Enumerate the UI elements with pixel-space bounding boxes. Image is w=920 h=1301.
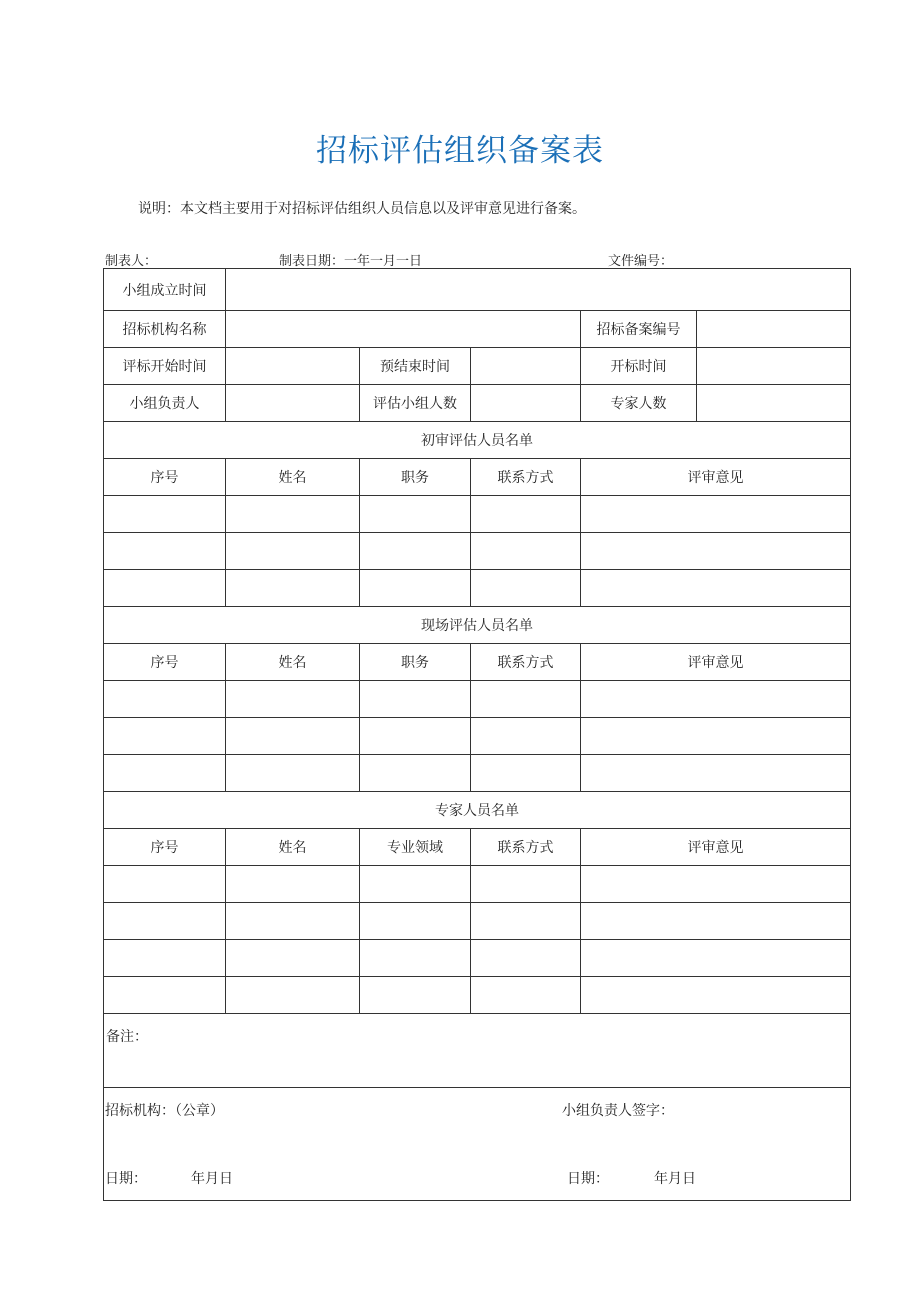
header-contact: 联系方式 (471, 644, 581, 681)
serial-cell[interactable] (104, 570, 226, 607)
serial-cell[interactable] (104, 903, 226, 940)
section-title-row (104, 607, 851, 644)
contact-cell[interactable] (471, 533, 581, 570)
group-size-label: 评估小组人数 (360, 385, 471, 422)
header-name: 姓名 (226, 829, 360, 866)
initial-review-section-title: 初审评估人员名单 (104, 422, 851, 459)
header-specialty: 专业领域 (360, 829, 471, 866)
contact-cell[interactable] (471, 903, 581, 940)
bidding-org-seal-label: 招标机构：（公章） (105, 1103, 224, 1119)
maker-label: 制表人： (105, 254, 158, 269)
serial-cell[interactable] (104, 496, 226, 533)
group-leader-label: 小组负责人 (104, 385, 226, 422)
bidding-record-no-input[interactable] (697, 311, 851, 348)
table-row (104, 903, 851, 940)
specialty-cell[interactable] (360, 866, 471, 903)
section-title-row (104, 422, 851, 459)
make-date-label: 制表日期：一年一月一日 (279, 254, 423, 269)
opinion-cell[interactable] (581, 940, 851, 977)
contact-cell[interactable] (471, 681, 581, 718)
position-cell[interactable] (360, 755, 471, 792)
name-cell[interactable] (226, 496, 360, 533)
info-row-times (104, 348, 851, 385)
specialty-cell[interactable] (360, 977, 471, 1014)
description-text: 说明：本文档主要用于对招标评估组织人员信息以及评审意见进行备案。 (138, 201, 586, 217)
contact-cell[interactable] (471, 718, 581, 755)
onsite-review-section-title: 现场评估人员名单 (104, 607, 851, 644)
header-name: 姓名 (226, 644, 360, 681)
table-row (104, 496, 851, 533)
group-established-time-label: 小组成立时间 (104, 269, 226, 311)
header-opinion: 评审意见 (581, 829, 851, 866)
initial-header-row (104, 459, 851, 496)
opinion-cell[interactable] (581, 681, 851, 718)
position-cell[interactable] (360, 570, 471, 607)
table-row (104, 570, 851, 607)
date-label-right: 日期： (567, 1171, 609, 1187)
header-serial: 序号 (104, 829, 226, 866)
header-contact: 联系方式 (471, 829, 581, 866)
group-leader-input[interactable] (226, 385, 360, 422)
experts-header-row (104, 829, 851, 866)
eval-start-time-input[interactable] (226, 348, 360, 385)
serial-cell[interactable] (104, 940, 226, 977)
onsite-header-row (104, 644, 851, 681)
name-cell[interactable] (226, 755, 360, 792)
opinion-cell[interactable] (581, 866, 851, 903)
record-form-table (103, 268, 851, 1201)
opinion-cell[interactable] (581, 533, 851, 570)
contact-cell[interactable] (471, 940, 581, 977)
contact-cell[interactable] (471, 496, 581, 533)
bid-open-time-label: 开标时间 (581, 348, 697, 385)
table-row (104, 681, 851, 718)
serial-cell[interactable] (104, 977, 226, 1014)
maker-field (105, 250, 287, 269)
header-position: 职务 (360, 459, 471, 496)
opinion-cell[interactable] (581, 496, 851, 533)
opinion-cell[interactable] (581, 755, 851, 792)
header-opinion: 评审意见 (581, 459, 851, 496)
date-value-left[interactable]: 年月日 (191, 1171, 233, 1187)
remarks-row (104, 1014, 851, 1088)
expected-end-time-input[interactable] (471, 348, 581, 385)
eval-start-time-label: 评标开始时间 (104, 348, 226, 385)
bidding-org-name-label: 招标机构名称 (104, 311, 226, 348)
bid-open-time-input[interactable] (697, 348, 851, 385)
date-label-left: 日期： (105, 1171, 147, 1187)
bidding-record-no-label: 招标备案编号 (581, 311, 697, 348)
table-row (104, 940, 851, 977)
bidding-org-name-input[interactable] (226, 311, 581, 348)
header-contact: 联系方式 (471, 459, 581, 496)
name-cell[interactable] (226, 940, 360, 977)
contact-cell[interactable] (471, 866, 581, 903)
name-cell[interactable] (226, 866, 360, 903)
name-cell[interactable] (226, 903, 360, 940)
specialty-cell[interactable] (360, 903, 471, 940)
opinion-cell[interactable] (581, 903, 851, 940)
contact-cell[interactable] (471, 755, 581, 792)
table-row (104, 866, 851, 903)
info-row-org (104, 311, 851, 348)
info-row-established (104, 269, 851, 311)
table-row (104, 533, 851, 570)
signature-row (104, 1088, 851, 1201)
expected-end-time-label: 预结束时间 (360, 348, 471, 385)
doc-number-label: 文件编号： (608, 254, 674, 269)
header-position: 职务 (360, 644, 471, 681)
position-cell[interactable] (360, 681, 471, 718)
serial-cell[interactable] (104, 755, 226, 792)
remarks-label: 备注： (106, 1029, 148, 1045)
header-opinion: 评审意见 (581, 644, 851, 681)
serial-cell[interactable] (104, 718, 226, 755)
name-cell[interactable] (226, 681, 360, 718)
name-cell[interactable] (226, 570, 360, 607)
expert-count-input[interactable] (697, 385, 851, 422)
expert-count-label: 专家人数 (581, 385, 697, 422)
table-row (104, 977, 851, 1014)
contact-cell[interactable] (471, 570, 581, 607)
experts-section-title: 专家人员名单 (104, 792, 851, 829)
serial-cell[interactable] (104, 533, 226, 570)
specialty-cell[interactable] (360, 940, 471, 977)
name-cell[interactable] (226, 533, 360, 570)
name-cell[interactable] (226, 718, 360, 755)
contact-cell[interactable] (471, 977, 581, 1014)
table-row (104, 718, 851, 755)
serial-cell[interactable] (104, 866, 226, 903)
header-serial: 序号 (104, 644, 226, 681)
leader-signature-label[interactable]: 小组负责人签字： (562, 1103, 674, 1119)
date-value-right[interactable]: 年月日 (654, 1171, 696, 1187)
opinion-cell[interactable] (581, 718, 851, 755)
position-cell[interactable] (360, 533, 471, 570)
info-row-people (104, 385, 851, 422)
group-established-time-input[interactable] (226, 269, 851, 311)
header-name: 姓名 (226, 459, 360, 496)
signature-cell (104, 1088, 851, 1201)
position-cell[interactable] (360, 718, 471, 755)
page-title: 招标评估组织备案表 (316, 133, 604, 169)
group-size-input[interactable] (471, 385, 581, 422)
serial-cell[interactable] (104, 681, 226, 718)
opinion-cell[interactable] (581, 977, 851, 1014)
section-title-row (104, 792, 851, 829)
table-row (104, 755, 851, 792)
remarks-cell[interactable] (104, 1014, 851, 1088)
name-cell[interactable] (226, 977, 360, 1014)
position-cell[interactable] (360, 496, 471, 533)
opinion-cell[interactable] (581, 570, 851, 607)
header-serial: 序号 (104, 459, 226, 496)
